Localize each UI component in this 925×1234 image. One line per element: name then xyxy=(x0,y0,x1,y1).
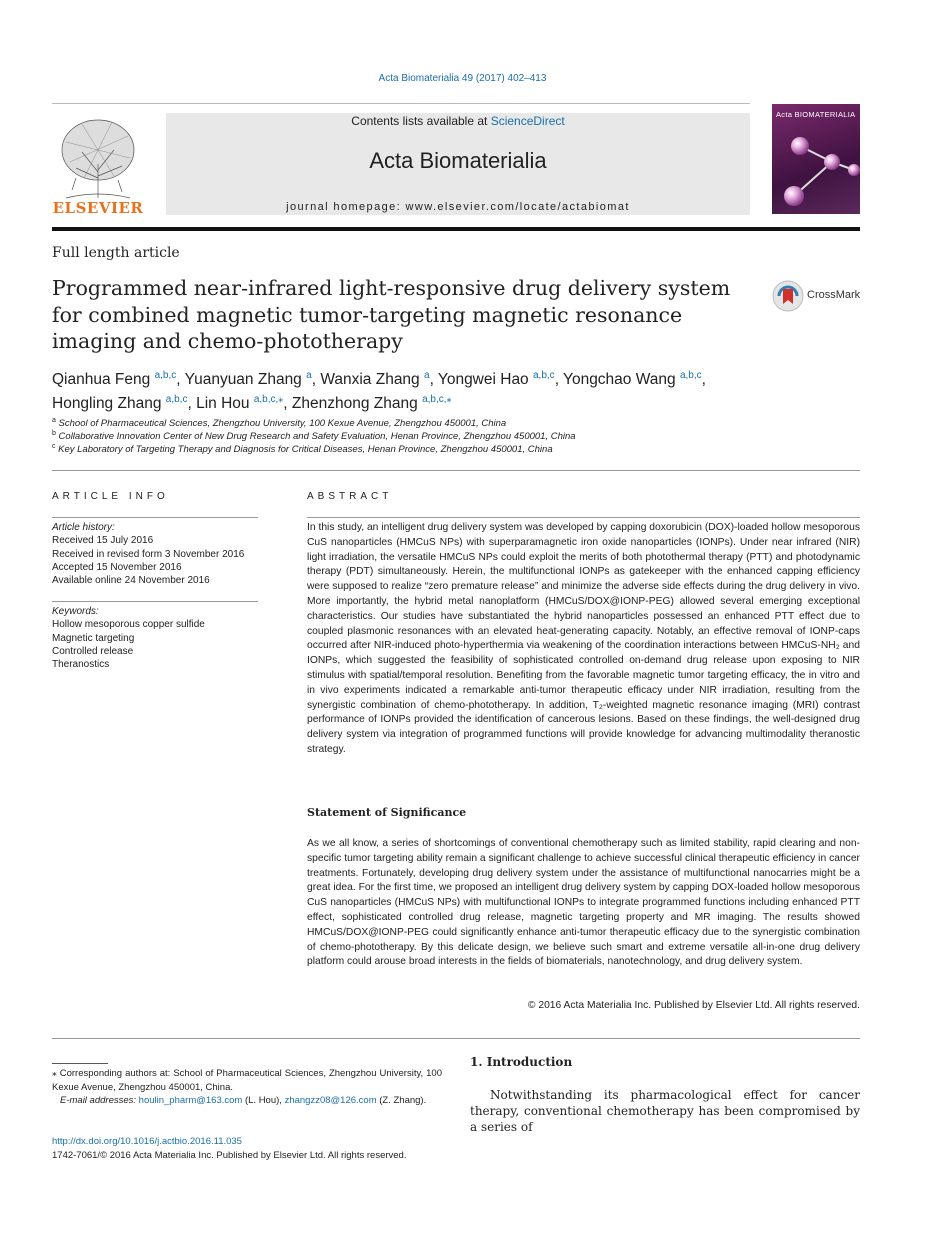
email-line xyxy=(52,1094,442,1108)
email-label: E-mail addresses: xyxy=(60,1095,137,1106)
keyword: Theranostics xyxy=(52,659,110,671)
crossmark-icon[interactable] xyxy=(772,280,804,312)
keyword: Magnetic targeting xyxy=(52,632,135,644)
affiliation: $^b$ Collaborative Innovation Center of New Drug Research and Safety Evaluation, Henan Province, Zhengzhou 450001, China xyxy=(52,430,576,443)
journal-homepage[interactable]: journal homepage: www.elsevier.com/locate/actabiomat xyxy=(286,201,630,213)
sciencedirect-link[interactable]: ScienceDirect xyxy=(490,114,565,128)
history-item: Accepted 15 November 2016 xyxy=(52,561,182,573)
corresponding-author-footnote xyxy=(52,1067,442,1108)
keywords-rule xyxy=(52,601,258,602)
keyword: Hollow mesoporous copper sulfide xyxy=(52,619,205,631)
email-owner: (L. Hou), xyxy=(244,1095,282,1106)
corresponding-address: ⁎ Corresponding authors at: School of Pharmaceutical Sciences, Zhengzhou University, 100 Kexue Avenue, Zhengzhou 450001, China. xyxy=(52,1068,442,1093)
author: Yuanyuan Zhang $^a$ xyxy=(184,370,312,389)
journal-reference[interactable]: Acta Biomaterialia 49 (2017) 402–413 xyxy=(378,73,547,84)
email-owner: (Z. Zhang). xyxy=(379,1095,427,1106)
history-item: Received 15 July 2016 xyxy=(52,535,154,547)
email-link[interactable]: houlin_pharm@163.com xyxy=(138,1095,243,1106)
article-title: Programmed near-infrared light-responsive drug delivery system for combined magnetic tumor-targeting magnetic resonance imaging and chemo-phototherapy xyxy=(52,276,731,353)
crossmark-label[interactable]: CrossMark xyxy=(807,289,861,301)
author: Wanxia Zhang $^a$ xyxy=(320,370,430,389)
author: Lin Hou $^{a,b,c,⁎}$ xyxy=(196,394,284,413)
abstract-heading: ABSTRACT xyxy=(307,491,393,502)
author: Yongchao Wang $^{a,b,c}$ xyxy=(563,370,702,389)
doi-link[interactable]: http://dx.doi.org/10.1016/j.actbio.2016.11.035 xyxy=(52,1136,242,1147)
article-info-rule xyxy=(52,517,258,518)
significance-heading: Statement of Significance xyxy=(307,806,467,819)
email-link[interactable]: zhangzz08@126.com xyxy=(284,1095,377,1106)
section-divider xyxy=(52,470,860,471)
journal-cover-image xyxy=(772,104,860,214)
author: Zhenzhong Zhang $^{a,b,c,⁎}$ xyxy=(291,394,452,413)
header-top-rule xyxy=(52,103,750,104)
journal-name: Acta Biomaterialia xyxy=(369,148,547,173)
header-bottom-rule xyxy=(52,227,860,231)
keyword: Controlled release xyxy=(52,645,134,657)
author: Yongwei Hao $^{a,b,c}$ xyxy=(437,370,555,389)
affiliation: $^c$ Key Laboratory of Targeting Therapy and Diagnosis for Critical Diseases, Henan Province, Zhengzhou 450001, China xyxy=(52,443,553,456)
affiliation: $^a$ School of Pharmaceutical Sciences, Zhengzhou University, 100 Kexue Avenue, Zhengzhou 450001, China xyxy=(52,417,507,430)
article-type: Full length article xyxy=(52,245,180,261)
history-item: Available online 24 November 2016 xyxy=(52,575,210,587)
abstract-text: In this study, an intelligent drug delivery system was developed by capping doxorubicin (DOX)-loaded hollow mesoporous CuS nanoparticles (HMCuS NPs) with superparamagnetic iron oxide nanoparticles (IONPs). Under near infrared (NIR) light irradiation, the versatile HMCuS NPs could exploit the merits of both photothermal therapy (PTT) and photodynamic therapy (PDT) simultaneously. Herein, the multifunctional IONPs as gatekeeper with the enhanced capping efficiency were supposed to realize “zero premature release” and minimize the adverse side effects during the drug delivery in vivo. More importantly, the hybrid metal nanoplatform (HMCuS/DOX@IONP-PEG) allowed several emerging exceptional characteristics. Our studies have substantiated the hybrid nanoparticles possessed an enhanced PTT effect due to coupled plasmonic resonances with an elevated heat-generating capacity. Notably, an effective removal of IONP-caps occurred after NIR-induced photo-hyperthermia via weakening of the coordination interactions between HMCuS-NH₂ and IONPs, which suggested the feasibility of sophisticated controlled on-demand drug release upon exposing to NIR stimulus with spatial/temporal resolution. Benefiting from the favorable magnetic tumor targeting efficacy, the in vitro and in vivo experiments indicated a remarkable anti-tumor therapeutic efficacy under NIR irradiation, resulting from the synergistic combination of chemo-phototherapy. In addition, T₂-weighted magnetic resonance imaging (MRI) contrast performance of IONPs provided the identification of cancerous lesions. Based on these findings, the well-designed drug delivery system via integration of programmed functions will provide knowledge for advancing multimodality theranostic strategy. xyxy=(307,522,860,755)
abstract-rule xyxy=(307,517,860,518)
issn-copyright: 1742-7061/© 2016 Acta Materialia Inc. Published by Elsevier Ltd. All rights reserved. xyxy=(52,1150,407,1161)
elsevier-wordmark: ELSEVIER xyxy=(52,199,144,217)
author: Qianhua Feng $^{a,b,c}$ xyxy=(52,370,177,389)
copyright-notice: © 2016 Acta Materialia Inc. Published by Elsevier Ltd. All rights reserved. xyxy=(527,1000,860,1011)
cover-title: Acta BIOMATERIALIA xyxy=(776,110,856,119)
article-history xyxy=(52,521,258,587)
introduction-heading: 1. Introduction xyxy=(470,1055,573,1069)
author-list: Qianhua Feng $^{a,b,c}$, Yuanyuan Zhang $^a$, Wanxia Zhang $^a$, Yongwei Hao $^{a,b,c}$, Yongchao Wang $^{a,b,c}$, Hongling Zhang $^{a,b,c}$, Lin Hou $^{a,b,c,⁎}$, Zhenzhong Zhang $^{a,b,c,⁎}$ xyxy=(52,370,706,413)
keywords xyxy=(52,605,258,671)
history-item: Received in revised form 3 November 2016 xyxy=(52,548,245,560)
contents-prefix: Contents lists available at xyxy=(351,114,491,128)
footnote-rule xyxy=(52,1063,108,1064)
history-label: Article history: xyxy=(52,522,115,533)
section-divider xyxy=(52,1038,860,1039)
article-info-heading: ARTICLE INFO xyxy=(52,491,169,502)
keywords-label: Keywords: xyxy=(52,606,99,617)
cover-molecule-art xyxy=(772,104,860,214)
contents-availability xyxy=(166,114,750,128)
significance-text: As we all know, a series of shortcomings of conventional chemotherapy such as limited stability, rapid clearing and non-specific tumor targeting ability remain a significant challenge to achieve successful clinical therapeutic efficiency in cancer treatments. Fortunately, developing drug delivery system under the assistance of multifunctional nanocarries might be a great idea. For the first time, we proposed an intelligent drug delivery system by capping DOX-loaded hollow mesoporous CuS nanoparticles (HMCuS NPs) with multifunctional IONPs to integrate programmed functions including enhanced PTT effect, sophisticated controlled drug release, magnetic targeting property and MR imaging. The results showed HMCuS/DOX@IONP-PEG could significantly enhance anti-tumor therapeutic efficacy due to the synergistic combination of chemo-phototherapy. By this delicate design, we believe such smart and extreme versatile all-in-one drug delivery platform could arouse broad interests in the fields of biomaterials, nanotechnology, and drug delivery system. xyxy=(307,838,860,968)
introduction-text: Notwithstanding its pharmacological effect for cancer therapy, conventional chemotherapy has been compromised by a series of xyxy=(470,1088,860,1134)
author: Hongling Zhang $^{a,b,c}$ xyxy=(52,394,188,413)
